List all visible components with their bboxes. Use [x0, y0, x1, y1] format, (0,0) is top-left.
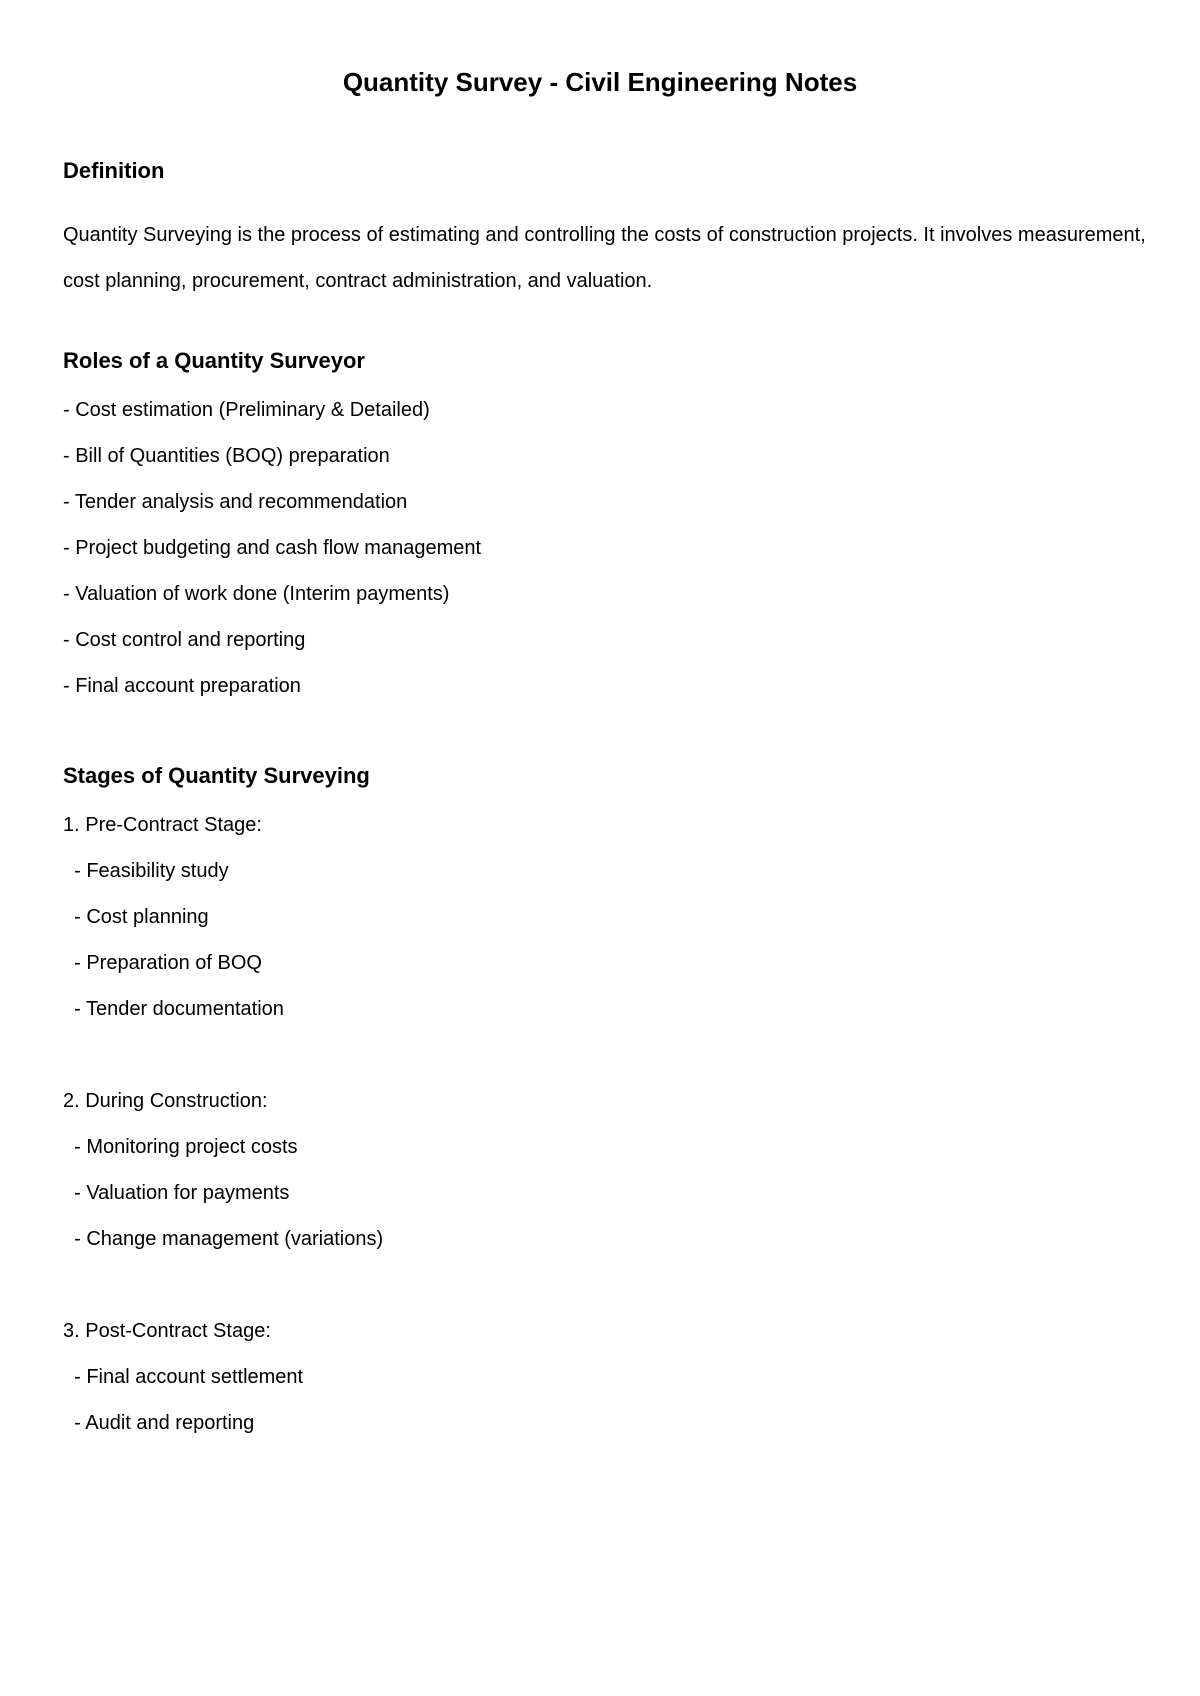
stage-item: - Audit and reporting	[63, 1412, 255, 1434]
roles-item: - Project budgeting and cash flow management	[63, 537, 482, 559]
stage-item: - Feasibility study	[63, 860, 229, 882]
page-title: Quantity Survey - Civil Engineering Notes	[342, 67, 858, 97]
roles-item: - Tender analysis and recommendation	[63, 491, 408, 513]
roles-item: - Cost control and reporting	[63, 629, 306, 651]
stage-item: - Valuation for payments	[63, 1182, 290, 1204]
definition-heading: Definition	[63, 158, 165, 183]
stage-item: - Cost planning	[63, 906, 209, 928]
definition-text: Quantity Surveying is the process of estimating and controlling the costs of construction projects. It involves measurement, cost planning, procurement, contract administration, and valuation.	[63, 224, 1146, 292]
stage-label: 2. During Construction:	[63, 1090, 268, 1112]
stage-label: 1. Pre-Contract Stage:	[63, 814, 262, 836]
stages-heading: Stages of Quantity Surveying	[63, 763, 370, 788]
stage-item: - Tender documentation	[63, 998, 284, 1020]
stage-item: - Change management (variations)	[63, 1228, 384, 1250]
roles-item: - Cost estimation (Preliminary & Detailed)	[63, 399, 430, 421]
stage-item: - Final account settlement	[63, 1366, 304, 1388]
roles-item: - Final account preparation	[63, 675, 301, 697]
stage-item: - Monitoring project costs	[63, 1136, 298, 1158]
roles-item: - Valuation of work done (Interim payments)	[63, 583, 450, 605]
stage-label: 3. Post-Contract Stage:	[63, 1320, 271, 1342]
stage-item: - Preparation of BOQ	[63, 952, 262, 974]
roles-heading: Roles of a Quantity Surveyor	[63, 348, 365, 373]
roles-item: - Bill of Quantities (BOQ) preparation	[63, 445, 390, 467]
